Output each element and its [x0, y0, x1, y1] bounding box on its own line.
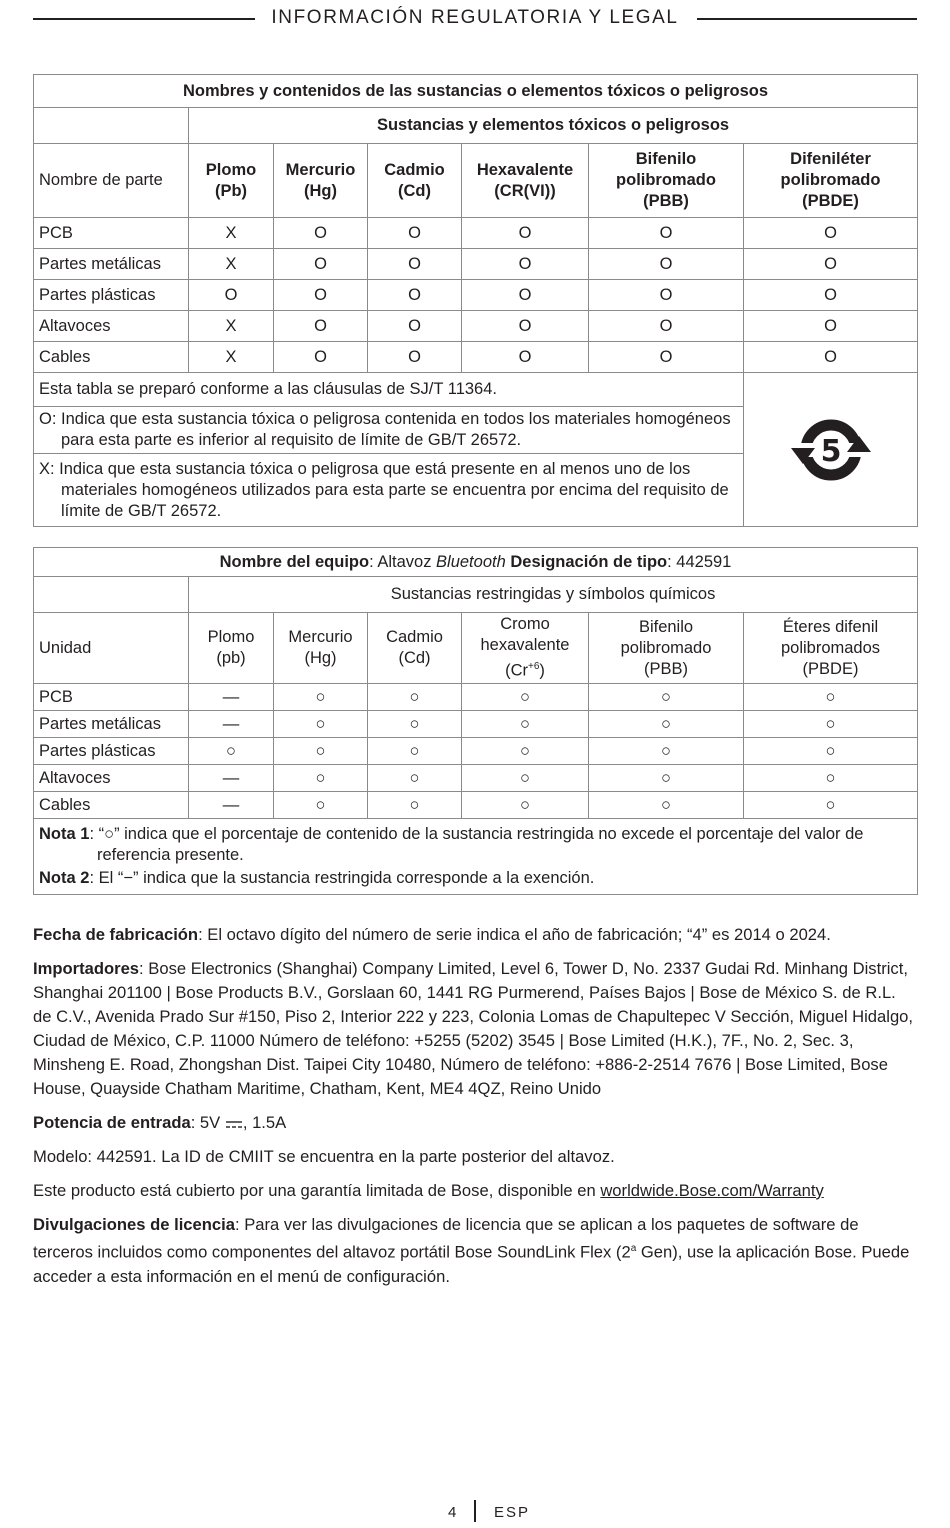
table2-note-2: Nota 2: El “−” indica que la sustancia restringida corresponde a la exención.	[39, 869, 595, 887]
table-cell: ○	[589, 711, 744, 738]
table1-empty-cell	[34, 108, 189, 144]
table1-col-cadmium: Cadmio (Cd)	[368, 144, 462, 218]
table-cell: ○	[744, 765, 918, 792]
table1-header-row	[34, 144, 918, 218]
part-name: PCB	[34, 218, 189, 249]
table-cell: ○	[744, 711, 918, 738]
part-name: Partes plásticas	[34, 280, 189, 311]
page-footer	[0, 1500, 950, 1528]
table2-note-1: Nota 1: “○” indica que el porcentaje de contenido de la sustancia restringida no excede el porcentaje del valor de referencia presente.	[39, 825, 864, 864]
page-number: 4	[448, 1504, 459, 1521]
recycle-5-icon	[789, 410, 873, 490]
unit-name: Altavoces	[34, 765, 189, 792]
table-cell: X	[189, 311, 274, 342]
table-cell: O	[744, 218, 918, 249]
hazardous-substances-table	[33, 74, 918, 527]
input-power-paragraph: Potencia de entrada: 5V , 1.5A	[33, 1113, 287, 1132]
table-cell: —	[189, 765, 274, 792]
table2-col-cadmium: Cadmio (Cd)	[368, 613, 462, 684]
table-cell: O	[462, 249, 589, 280]
table1-note-o: O: Indica que esta sustancia tóxica o peligrosa contenida en todos los materiales homogéneos para esta parte es inferior al requisito de límite de GB/T 26572.	[34, 407, 744, 454]
table1-col-lead: Plomo (Pb)	[189, 144, 274, 218]
table-cell: —	[189, 792, 274, 819]
table2-notes	[34, 819, 918, 895]
table-cell: O	[368, 342, 462, 373]
table1-note-prepared: Esta tabla se preparó conforme a las cláusulas de SJ/T 11364.	[34, 373, 744, 407]
table-cell: ○	[744, 684, 918, 711]
table-cell: ○	[368, 684, 462, 711]
table-row	[34, 792, 918, 819]
table2-col-mercury: Mercurio (Hg)	[274, 613, 368, 684]
table2-col-chromium: Cromo hexavalente $(Cr^{+6})$	[462, 613, 589, 684]
table1-col-pbde: Difeniléter polibromado (PBDE)	[744, 144, 918, 218]
table-cell: O	[589, 249, 744, 280]
part-name: Altavoces	[34, 311, 189, 342]
table-cell: O	[368, 280, 462, 311]
table-cell: ○	[274, 765, 368, 792]
table2-col-pbde: Éteres difenil polibromados (PBDE)	[744, 613, 918, 684]
table-cell: O	[744, 249, 918, 280]
table1-title: Nombres y contenidos de las sustancias o elementos tóxicos o peligrosos	[34, 75, 918, 108]
table-cell: ○	[462, 684, 589, 711]
warranty-link[interactable]: worldwide.Bose.com/Warranty	[600, 1181, 824, 1200]
part-name: Cables	[34, 342, 189, 373]
seal-number: 5	[820, 433, 841, 469]
table-cell: ○	[589, 792, 744, 819]
table-row	[34, 280, 918, 311]
table-cell: O	[274, 218, 368, 249]
table-cell: O	[589, 311, 744, 342]
table-cell: O	[274, 342, 368, 373]
table-cell: X	[189, 249, 274, 280]
table1-col-hexavalent: Hexavalente (CR(VI))	[462, 144, 589, 218]
unit-name: Partes plásticas	[34, 738, 189, 765]
table-cell: ○	[274, 792, 368, 819]
table2-title: Nombre del equipo: Altavoz Bluetooth Designación de tipo: 442591	[34, 548, 918, 577]
table-cell: ○	[744, 792, 918, 819]
model-paragraph: Modelo: 442591. La ID de CMIIT se encuentra en la parte posterior del altavoz.	[33, 1147, 615, 1166]
table-cell: ○	[274, 711, 368, 738]
unit-name: Partes metálicas	[34, 711, 189, 738]
table-cell: O	[274, 280, 368, 311]
warranty-paragraph: Este producto está cubierto por una garantía limitada de Bose, disponible en worldwide.Bose.com/Warranty	[33, 1181, 824, 1200]
table-cell: O	[462, 280, 589, 311]
table-cell: ○	[189, 738, 274, 765]
table-row	[34, 684, 918, 711]
table-cell: O	[368, 311, 462, 342]
table-cell: ○	[368, 711, 462, 738]
table2-header-row	[34, 613, 918, 684]
footer-divider	[474, 1500, 476, 1522]
table2-empty-cell	[34, 577, 189, 613]
table-cell: ○	[368, 792, 462, 819]
table-cell: —	[189, 684, 274, 711]
language-code: ESP	[494, 1504, 531, 1521]
table-row	[34, 218, 918, 249]
table-cell: X	[189, 342, 274, 373]
page-header	[33, 5, 917, 31]
table-cell: O	[368, 249, 462, 280]
table-cell: O	[589, 342, 744, 373]
unit-name: PCB	[34, 684, 189, 711]
table-row	[34, 765, 918, 792]
table1-col-mercury: Mercurio (Hg)	[274, 144, 368, 218]
table-cell: ○	[462, 738, 589, 765]
table-cell: ○	[589, 684, 744, 711]
environmental-seal	[744, 373, 918, 527]
table-cell: —	[189, 711, 274, 738]
table1-group-header: Sustancias y elementos tóxicos o peligrosos	[189, 108, 918, 144]
table-cell: O	[189, 280, 274, 311]
table1-col-pbb: Bifenilo polibromado (PBB)	[589, 144, 744, 218]
table-cell: ○	[589, 738, 744, 765]
restricted-substances-table	[33, 547, 918, 895]
table2-col-lead: Plomo (pb)	[189, 613, 274, 684]
table-cell: O	[744, 311, 918, 342]
table-cell: O	[462, 311, 589, 342]
table2-group-header: Sustancias restringidas y símbolos químicos	[189, 577, 918, 613]
table-cell: O	[368, 218, 462, 249]
table-row	[34, 311, 918, 342]
table-cell: O	[744, 280, 918, 311]
table2-unit-header: Unidad	[34, 613, 189, 684]
table-cell: ○	[274, 684, 368, 711]
table-cell: O	[589, 218, 744, 249]
table-cell: O	[462, 342, 589, 373]
direct-current-icon	[225, 1118, 243, 1130]
table-cell: ○	[368, 738, 462, 765]
unit-name: Cables	[34, 792, 189, 819]
table-cell: O	[274, 311, 368, 342]
table-row	[34, 738, 918, 765]
table-row	[34, 249, 918, 280]
importers-paragraph: Importadores: Bose Electronics (Shanghai) Company Limited, Level 6, Tower D, No. 2337 Gudai Rd. Minhang District, Shanghai 201100 | Bose Products B.V., Gorslaan 60, 1441 RG Purmerend, Países Bajos | Bose de México S. de R.L. de C.V., Avenida Prado Sur #150, Piso 2, Interior 222 y 223, Colonia Lomas de Chapultepec V Sección, Miguel Hidalgo, Ciudad de México, C.P. 11000 Número de teléfono: +5255 (5202) 3545 | Bose Limited (H.K.), 7F., No. 2, Sec. 3, Minsheng E. Road, Zhongshan Dist. Taipei City 10480, Número de teléfono: +886-2-2514 7676 | Bose Limited, Bose House, Quayside Chatham Maritime, Chatham, Kent, ME4 4QZ, Reino Unido	[33, 959, 914, 1098]
part-name: Partes metálicas	[34, 249, 189, 280]
table-cell: ○	[744, 738, 918, 765]
table-row	[34, 342, 918, 373]
table2-col-pbb: Bifenilo polibromado (PBB)	[589, 613, 744, 684]
table-cell: O	[744, 342, 918, 373]
table-cell: X	[189, 218, 274, 249]
manufacture-date-paragraph: Fecha de fabricación: El octavo dígito del número de serie indica el año de fabricación; “4” es 2014 o 2024.	[33, 925, 831, 944]
table-cell: ○	[589, 765, 744, 792]
table-cell: O	[274, 249, 368, 280]
regulatory-body-text	[33, 923, 917, 1299]
header-rule-right	[697, 18, 917, 20]
table-cell: ○	[462, 711, 589, 738]
table-cell: ○	[462, 792, 589, 819]
table-cell: ○	[274, 738, 368, 765]
table-cell: O	[462, 218, 589, 249]
page-title: INFORMACIÓN REGULATORIA Y LEGAL	[271, 7, 679, 28]
table-cell: ○	[368, 765, 462, 792]
table-cell: ○	[462, 765, 589, 792]
table-cell: O	[589, 280, 744, 311]
license-paragraph: Divulgaciones de licencia: Para ver las divulgaciones de licencia que se aplican a los paquetes de software de terceros incluidos como componentes del altavoz portátil Bose SoundLink Flex (2$^a$ Gen), use la aplicación Bose. Puede acceder a esta información en el menú de configuración.	[33, 1215, 910, 1286]
table1-note-x: X: Indica que esta sustancia tóxica o peligrosa que está presente en al menos uno de los materiales homogéneos utilizados para esta parte se encuentra por encima del requisito de límite de GB/T 26572.	[34, 454, 744, 527]
table1-part-header: Nombre de parte	[34, 144, 189, 218]
table-row	[34, 711, 918, 738]
